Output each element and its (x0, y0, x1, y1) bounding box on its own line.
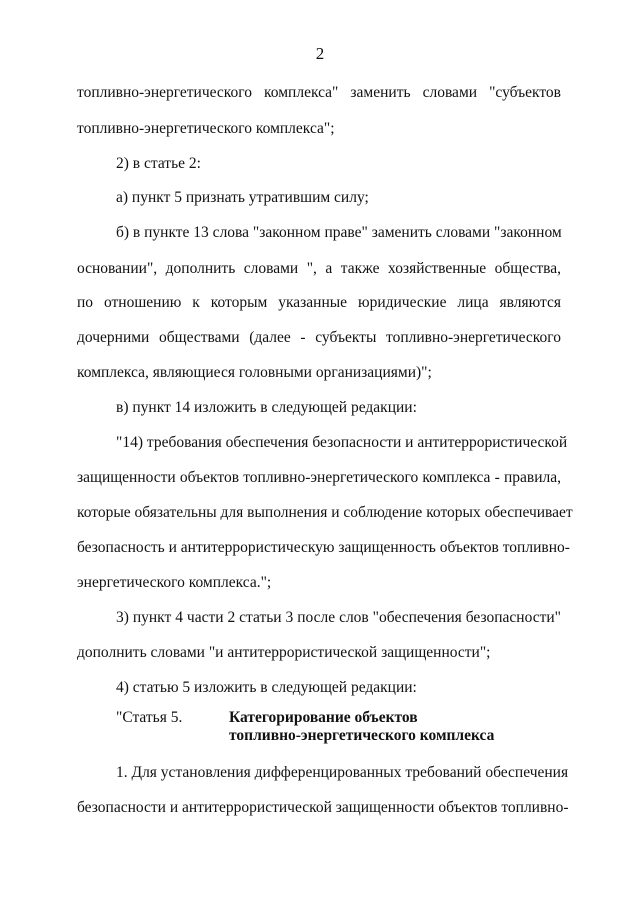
paragraph-line: б) в пункте 13 слова "законном праве" заменить словами "законном (116, 224, 562, 241)
article-title-line: Категорирование объектов (229, 709, 418, 726)
paragraph-line: энергетического комплекса."; (77, 574, 272, 591)
paragraph-line: "14) требования обеспечения безопасности и антитеррористической (116, 434, 568, 451)
paragraph-line: которые обязательны для выполнения и соблюдение которых обеспечивает (77, 504, 573, 521)
paragraph-line: дополнить словами "и антитеррористической защищенности"; (77, 644, 491, 661)
paragraph-line: 3) пункт 4 части 2 статьи 3 после слов "обеспечения безопасности" (116, 609, 561, 626)
paragraph-line: 1. Для установления дифференцированных требований обеспечения (116, 764, 569, 781)
paragraph-line: топливно-энергетического комплекса"; (77, 120, 335, 137)
article-title-line: топливно-энергетического комплекса (229, 727, 495, 744)
page-number: 2 (315, 44, 325, 63)
paragraph-line: основании", дополнить словами ", а также хозяйственные общества, (77, 260, 561, 277)
paragraph-line: 4) статью 5 изложить в следующей редакции: (116, 679, 417, 696)
paragraph-line: по отношению к которым указанные юридические лица являются (77, 294, 561, 311)
paragraph-line: 2) в статье 2: (116, 155, 201, 172)
article-label: "Статья 5. (116, 709, 183, 726)
paragraph-line: безопасность и антитеррористическую защищенность объектов топливно- (77, 539, 570, 556)
paragraph-line: защищенности объектов топливно-энергетического комплекса - правила, (77, 469, 561, 486)
paragraph-line: а) пункт 5 признать утратившим силу; (116, 189, 369, 206)
paragraph-line: дочерними обществами (далее - субъекты топливно-энергетического (77, 329, 561, 346)
paragraph-line: комплекса, являющиеся головными организациями)"; (77, 364, 432, 381)
paragraph-line: безопасности и антитеррористической защищенности объектов топливно- (77, 799, 569, 816)
paragraph-line: в) пункт 14 изложить в следующей редакции: (116, 399, 417, 416)
paragraph-line: топливно-энергетического комплекса" заменить словами "субъектов (77, 84, 561, 101)
